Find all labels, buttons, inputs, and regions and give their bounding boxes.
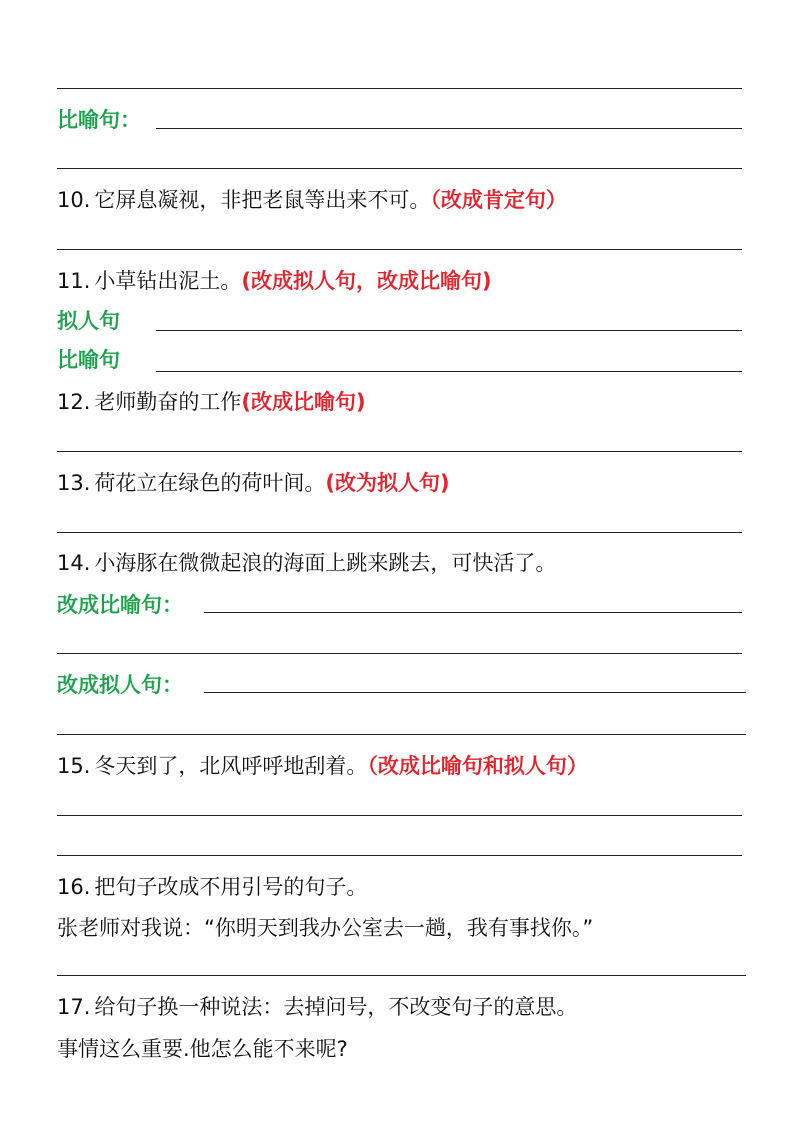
question-number: 10. [57, 188, 91, 212]
quoted-sentence: 张老师对我说：“你明天到我办公室去一趟，我有事找你。” [57, 916, 594, 940]
answer-line [156, 128, 742, 129]
question-instruction: (改成比喻句) [241, 390, 366, 414]
question-instruction: (改成拟人句，改成比喻句) [241, 269, 492, 293]
question-text: 给句子换一种说法：去掉问号，不改变句子的意思。 [94, 995, 578, 1019]
answer-line [204, 692, 746, 693]
question-number: 15. [57, 754, 91, 778]
answer-line [57, 451, 742, 452]
question-11 [57, 267, 492, 295]
answer-line [57, 249, 742, 250]
question-12 [57, 388, 366, 416]
answer-line [156, 371, 742, 372]
question-15 [57, 752, 588, 780]
answer-line [57, 653, 742, 654]
answer-line [57, 168, 742, 169]
question-number: 11. [57, 269, 91, 293]
question-16 [57, 873, 367, 901]
question-text: 把句子改成不用引号的句子。 [94, 875, 368, 899]
question-text: 老师勤奋的工作 [94, 390, 242, 414]
answer-line [156, 330, 742, 331]
answer-line [204, 612, 742, 613]
question-instruction: （改成肯定句） [430, 188, 567, 212]
question-text: 小草钻出泥土。 [94, 269, 242, 293]
answer-line [57, 815, 742, 816]
question-number: 16. [57, 875, 91, 899]
personification-label: 拟人句 [57, 309, 120, 333]
question-instruction: （改成比喻句和拟人句） [367, 754, 588, 778]
rewrite-sentence: 事情这么重要.他怎么能不来呢? [57, 1037, 348, 1061]
question-10 [57, 186, 567, 214]
simile-label: 改成比喻句： [57, 593, 183, 617]
question-14 [57, 549, 556, 577]
question-text: 它屏息凝视，非把老鼠等出来不可。 [94, 188, 431, 212]
question-text: 小海豚在微微起浪的海面上跳来跳去，可快活了。 [94, 551, 557, 575]
question-number: 14. [57, 551, 91, 575]
simile-label: 比喻句 [57, 348, 120, 372]
simile-label: 比喻句： [57, 108, 141, 132]
question-13 [57, 469, 450, 497]
answer-line [57, 734, 746, 735]
personification-label: 改成拟人句： [57, 673, 183, 697]
question-number: 13. [57, 471, 91, 495]
question-17 [57, 993, 577, 1021]
question-text: 荷花立在绿色的荷叶间。 [94, 471, 326, 495]
question-number: 12. [57, 390, 91, 414]
question-number: 17. [57, 995, 91, 1019]
answer-line [57, 532, 742, 533]
answer-line [57, 855, 742, 856]
answer-line [57, 88, 742, 89]
question-instruction: (改为拟人句) [325, 471, 450, 495]
question-text: 冬天到了，北风呼呼地刮着。 [94, 754, 368, 778]
answer-line [57, 975, 746, 976]
